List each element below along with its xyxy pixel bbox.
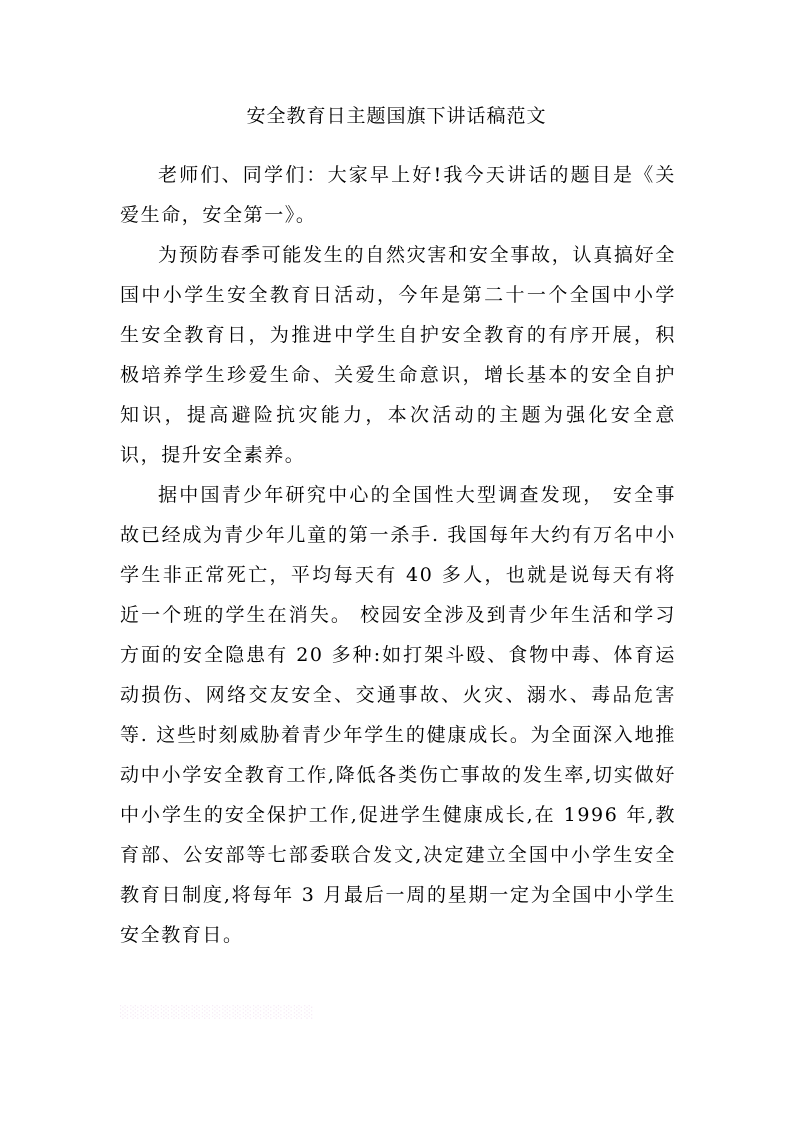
paragraph-statistics: 据中国青少年研究中心的全国性大型调查发现， 安全事故已经成为青少年儿童的第一杀手. 我国每年大约有万名中小学生非正常死亡，平均每天有 40 多人，也就是说每天有将近一个班的学生在消失。 校园安全涉及到青少年生活和学习方面的安全隐患有 20 多种:如打架斗殴、食物中毒、体育运动损伤、网络交友安全、交通事故、火灾、溺水、毒品危害等. 这些时刻威胁着青少年学生的健康成长。为全面深入地推动中小学安全教育工作,降低各类伤亡事故的发生率,切实做好中小学生的安全保护工作,促进学生健康成长,在 1996 年,教育部、公安部等七部委联合发文,决定建立全国中小学生安全教育日制度,将每年 3 月最后一周的星期一定为全国中小学生安全教育日。 xyxy=(120,484,676,946)
document-body xyxy=(120,155,676,955)
document-title: 安全教育日主题国旗下讲话稿范文 xyxy=(246,105,547,127)
paragraph-greeting: 老师们、同学们：大家早上好!我今天讲话的题目是《关爱生命，安全第一》。 xyxy=(120,164,676,226)
faint-watermark-strip: ░░░░░░░░░░░░░░░░░░░ xyxy=(120,1005,315,1019)
paragraph-purpose: 为预防春季可能发生的自然灾害和安全事故，认真搞好全国中小学生安全教育日活动，今年是第二十一个全国中小学生安全教育日，为推进中学生自护安全教育的有序开展，积极培养学生珍爱生命、关爱生命意识，增长基本的安全自护知识，提高避险抗灾能力，本次活动的主题为强化安全意识，提升安全素养。 xyxy=(120,244,676,466)
